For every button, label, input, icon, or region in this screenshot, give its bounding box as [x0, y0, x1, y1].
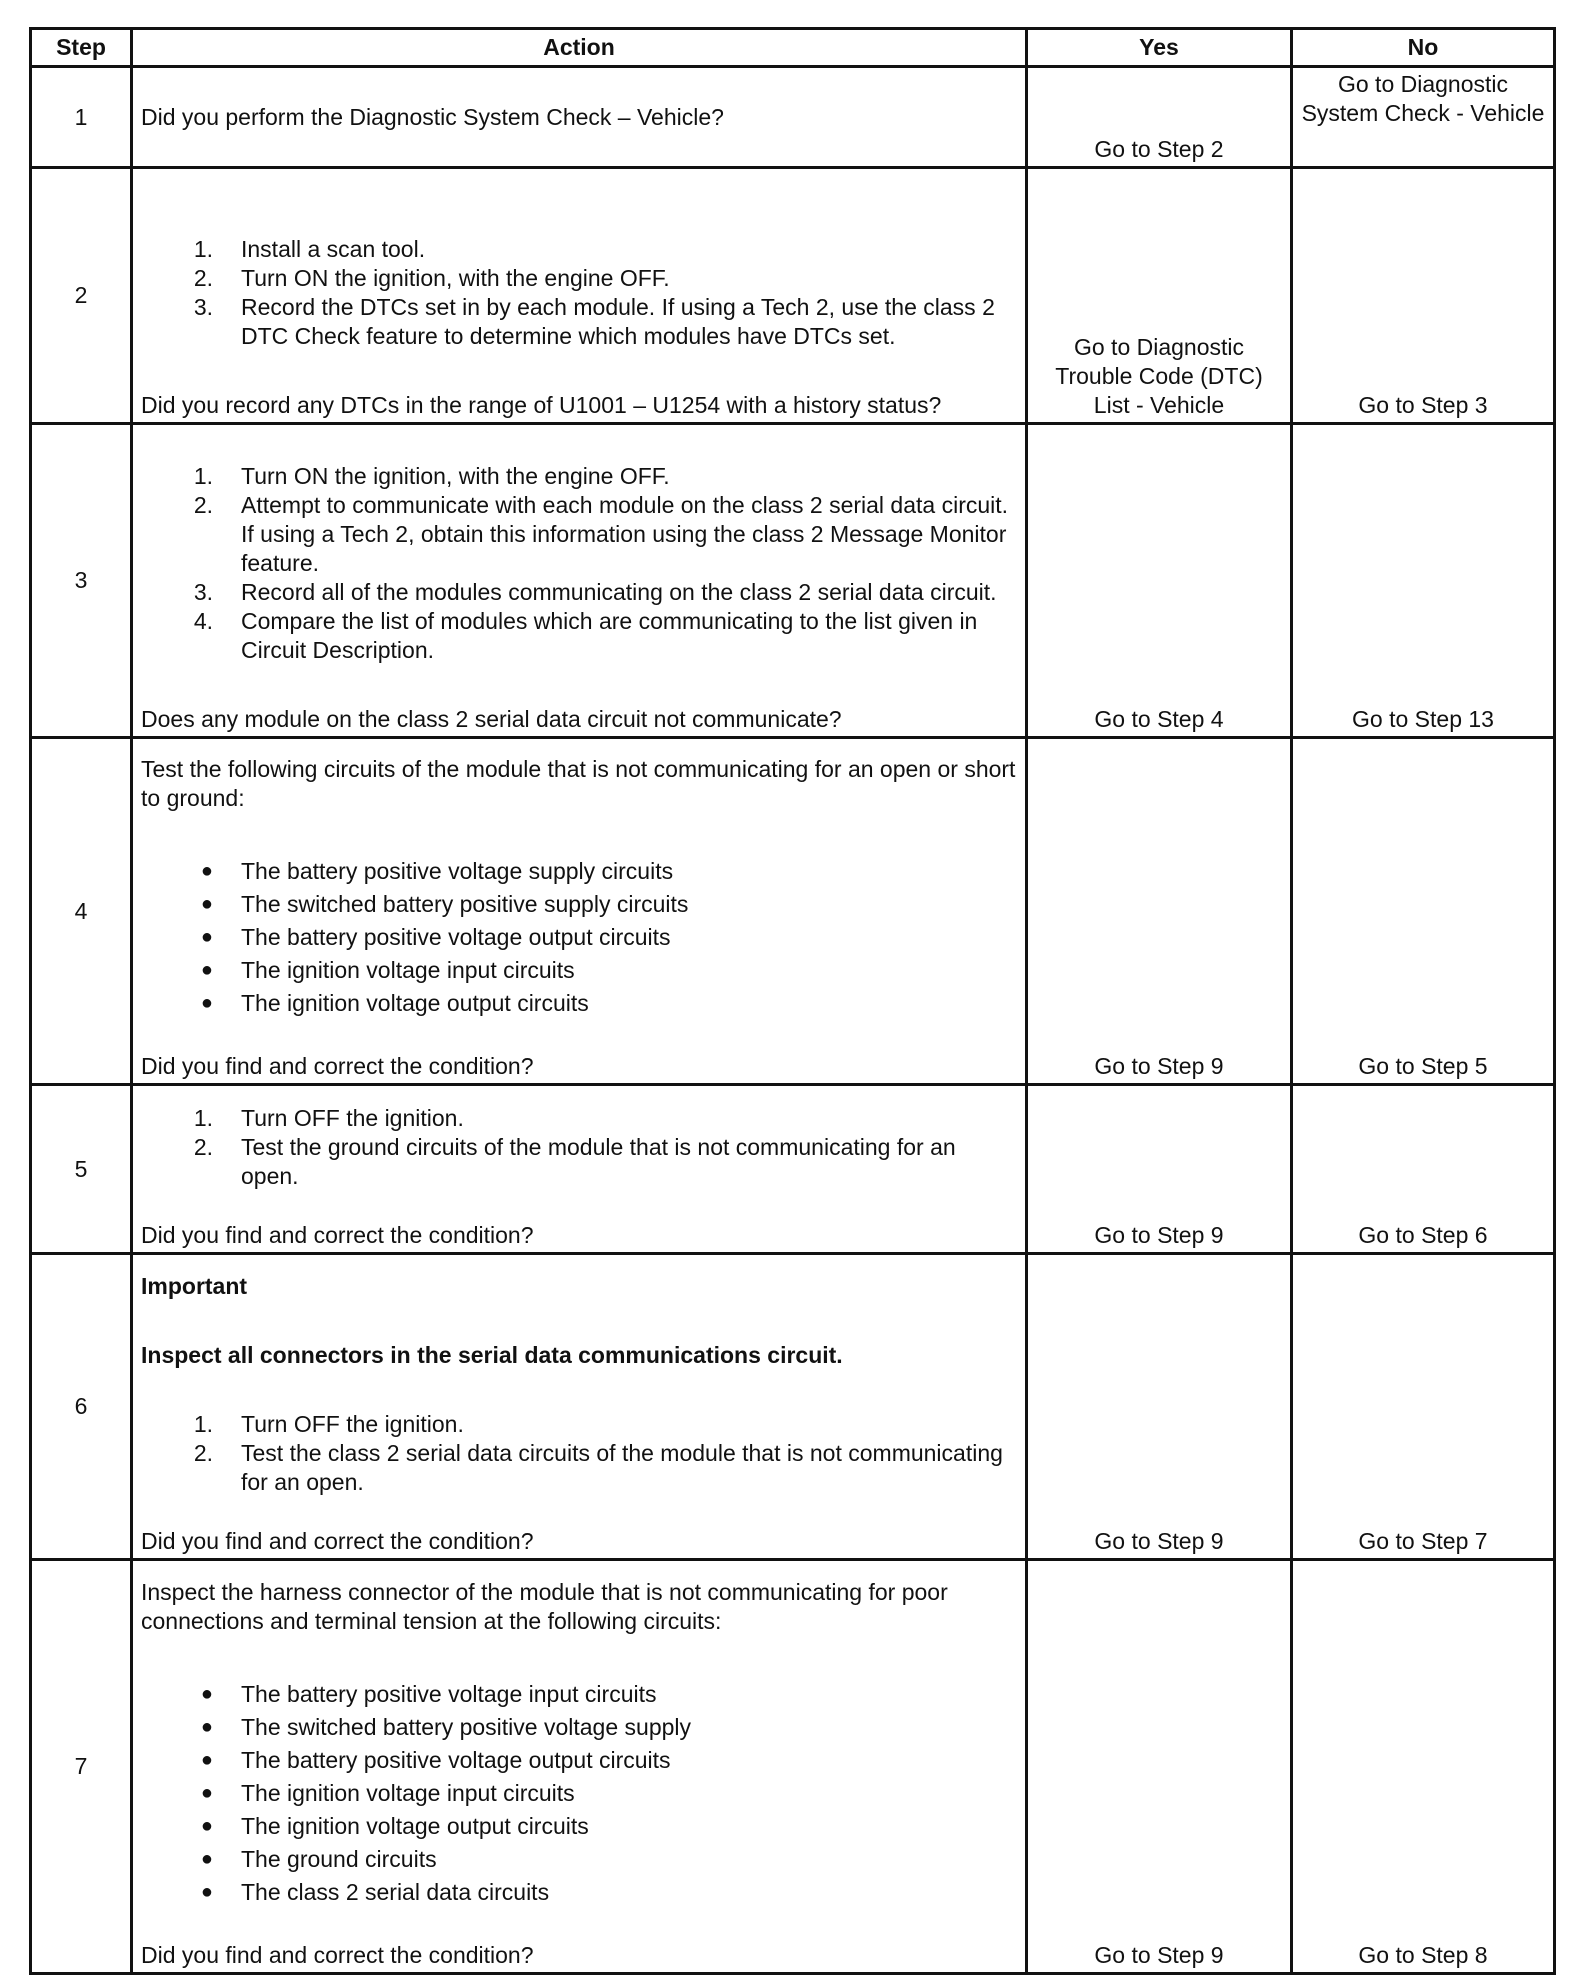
list-item: ● The battery positive voltage supply circuits: [141, 857, 1017, 886]
list-item: 1. Turn OFF the ignition.: [141, 1104, 1017, 1133]
important-heading: Important: [141, 1273, 248, 1299]
list-item: ● The switched battery positive voltage supply: [141, 1713, 1017, 1742]
list-item: 2. Attempt to communicate with each module on the class 2 serial data circuit. If using a Tech 2, obtain this information using the class 2 Message Monitor feature.: [141, 491, 1017, 578]
yes-cell: Go to Step 2: [1027, 67, 1292, 168]
bullet-marker: ●: [200, 1749, 213, 1771]
list-marker: 3.: [193, 579, 213, 605]
no-cell: Go to Step 5: [1292, 738, 1555, 1085]
list-item: ● The class 2 serial data circuits: [141, 1878, 1017, 1907]
important-note: Inspect all connectors in the serial data communications circuit.: [141, 1342, 843, 1368]
numbered-list: [141, 1104, 1017, 1191]
list-item: ● The ignition voltage input circuits: [141, 956, 1017, 985]
list-item: 1. Turn ON the ignition, with the engine OFF.: [141, 462, 1017, 491]
intro-text: Inspect the harness connector of the module that is not communicating for poor connections and terminal tension at the following circuits:: [141, 1579, 948, 1634]
step-number: 2: [31, 168, 132, 424]
list-item: ● The battery positive voltage output circuits: [141, 1746, 1017, 1775]
action-cell: [132, 738, 1027, 1085]
no-cell: Go to Step 3: [1292, 168, 1555, 424]
bullet-marker: ●: [200, 959, 213, 981]
list-item: 4. Compare the list of modules which are communicating to the list given in Circuit Description.: [141, 607, 1017, 665]
table-row: [31, 67, 1555, 168]
step-number: 5: [31, 1085, 132, 1254]
table-row: [31, 738, 1555, 1085]
list-item: ● The ignition voltage output circuits: [141, 1812, 1017, 1841]
list-marker: 2.: [193, 1134, 213, 1160]
bullet-list: [141, 857, 1017, 1018]
table-row: [31, 1254, 1555, 1560]
bullet-marker: ●: [200, 1881, 213, 1903]
list-item: ● The switched battery positive supply circuits: [141, 890, 1017, 919]
question-text: Did you find and correct the condition?: [141, 1222, 534, 1248]
table-row: [31, 1085, 1555, 1254]
diagnostic-table: [29, 27, 1556, 1975]
list-item: 1. Turn OFF the ignition.: [141, 1410, 1017, 1439]
list-item: 1. Install a scan tool.: [141, 235, 1017, 264]
bullet-marker: ●: [200, 893, 213, 915]
bullet-marker: ●: [200, 1716, 213, 1738]
bullet-marker: ●: [200, 992, 213, 1014]
yes-cell: Go to Step 4: [1027, 424, 1292, 738]
bullet-marker: ●: [200, 860, 213, 882]
list-item: ● The ignition voltage output circuits: [141, 989, 1017, 1018]
header-yes: Yes: [1027, 29, 1292, 67]
table-row: [31, 1560, 1555, 1974]
numbered-list: [141, 235, 1017, 351]
question-text: Did you find and correct the condition?: [141, 1528, 534, 1554]
list-marker: 1.: [193, 236, 213, 262]
list-item: ● The battery positive voltage output circuits: [141, 923, 1017, 952]
bullet-marker: ●: [200, 926, 213, 948]
list-marker: 1.: [193, 1105, 213, 1131]
action-cell: [132, 1560, 1027, 1974]
no-cell: Go to Step 8: [1292, 1560, 1555, 1974]
list-marker: 2.: [193, 492, 213, 518]
step-number: 6: [31, 1254, 132, 1560]
question-text: Does any module on the class 2 serial data circuit not communicate?: [141, 706, 842, 732]
yes-cell: Go to Step 9: [1027, 1085, 1292, 1254]
yes-cell: Go to Diagnostic Trouble Code (DTC) List - Vehicle: [1027, 168, 1292, 424]
header-action: Action: [132, 29, 1027, 67]
action-cell: [132, 1085, 1027, 1254]
yes-cell: Go to Step 9: [1027, 1254, 1292, 1560]
step-number: 4: [31, 738, 132, 1085]
header-row: [31, 29, 1555, 67]
question-text: Did you record any DTCs in the range of U1001 – U1254 with a history status?: [141, 392, 942, 418]
action-cell: [132, 67, 1027, 168]
bullet-marker: ●: [200, 1848, 213, 1870]
list-item: 2. Test the class 2 serial data circuits of the module that is not communicating for an open.: [141, 1439, 1017, 1497]
no-cell: Go to Step 13: [1292, 424, 1555, 738]
list-item: 2. Test the ground circuits of the module that is not communicating for an open.: [141, 1133, 1017, 1191]
list-marker: 3.: [193, 294, 213, 320]
bullet-list: [141, 1680, 1017, 1907]
bullet-marker: ●: [200, 1815, 213, 1837]
header-step: Step: [31, 29, 132, 67]
list-marker: 2.: [193, 1440, 213, 1466]
list-marker: 4.: [193, 608, 213, 634]
yes-cell: Go to Step 9: [1027, 738, 1292, 1085]
question-text: Did you find and correct the condition?: [141, 1942, 534, 1968]
list-item: ● The battery positive voltage input circuits: [141, 1680, 1017, 1709]
list-marker: 1.: [193, 1411, 213, 1437]
list-item: ● The ground circuits: [141, 1845, 1017, 1874]
bullet-marker: ●: [200, 1782, 213, 1804]
table-row: [31, 168, 1555, 424]
list-marker: 1.: [193, 463, 213, 489]
yes-cell: Go to Step 9: [1027, 1560, 1292, 1974]
no-cell: Go to Step 6: [1292, 1085, 1555, 1254]
list-item: 3. Record the DTCs set in by each module. If using a Tech 2, use the class 2 DTC Check feature to determine which modules have DTCs set.: [141, 293, 1017, 351]
list-item: ● The ignition voltage input circuits: [141, 1779, 1017, 1808]
question-text: Did you find and correct the condition?: [141, 1053, 534, 1079]
bullet-marker: ●: [200, 1683, 213, 1705]
step-number: 7: [31, 1560, 132, 1974]
numbered-list: [141, 1410, 1017, 1497]
action-cell: [132, 168, 1027, 424]
step-number: 3: [31, 424, 132, 738]
action-cell: [132, 1254, 1027, 1560]
intro-text: Test the following circuits of the module that is not communicating for an open or short to ground:: [141, 756, 1016, 811]
header-no: No: [1292, 29, 1555, 67]
action-cell: [132, 424, 1027, 738]
table-row: [31, 424, 1555, 738]
list-marker: 2.: [193, 265, 213, 291]
question-text: Did you perform the Diagnostic System Check – Vehicle?: [141, 103, 724, 130]
list-item: 3. Record all of the modules communicating on the class 2 serial data circuit.: [141, 578, 1017, 607]
no-cell: Go to Step 7: [1292, 1254, 1555, 1560]
list-item: 2. Turn ON the ignition, with the engine OFF.: [141, 264, 1017, 293]
numbered-list: [141, 462, 1017, 665]
no-cell: Go to Diagnostic System Check - Vehicle: [1292, 67, 1555, 168]
step-number: 1: [31, 67, 132, 168]
